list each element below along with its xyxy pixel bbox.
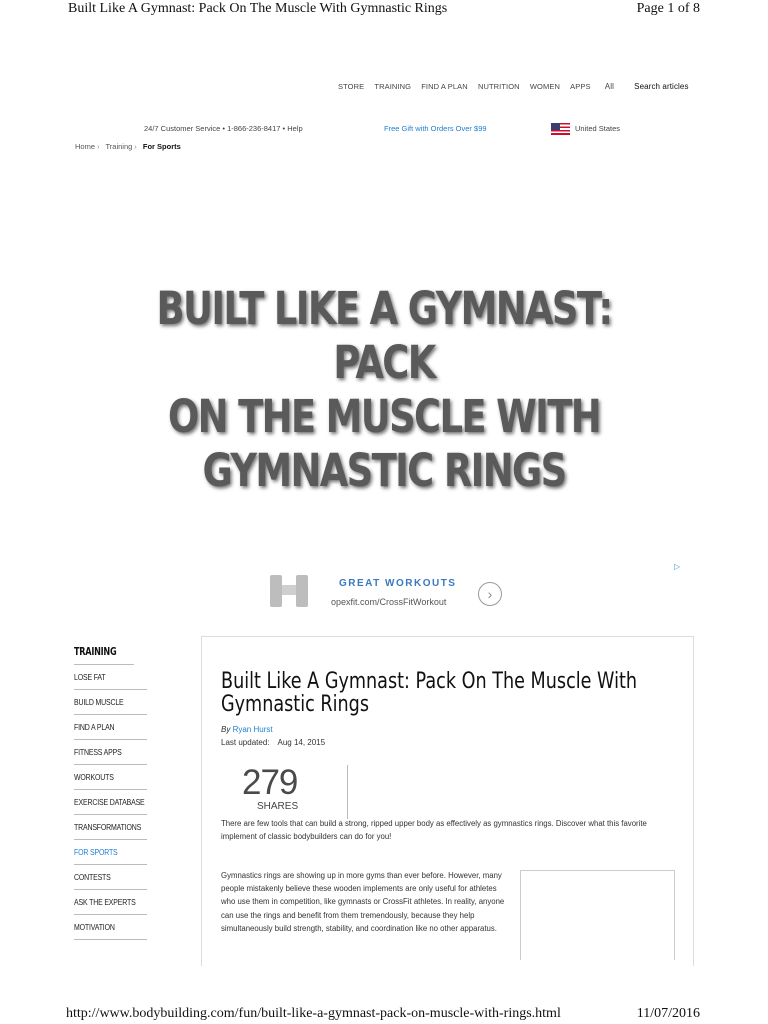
nav-nutrition[interactable]: NUTRITION — [477, 82, 520, 91]
sidebar-item-fitness-apps[interactable]: FITNESS APPS — [74, 740, 147, 765]
sidebar-item-workouts[interactable]: WORKOUTS — [74, 765, 147, 790]
sidebar-item-contests[interactable]: CONTESTS — [74, 865, 147, 890]
print-url: http://www.bodybuilding.com/fun/built-like-a-gymnast-pack-on-muscle-with-rings.html — [66, 1006, 561, 1021]
adchoices-icon[interactable]: ▷ — [674, 562, 681, 571]
ad-url: opexfit.com/CrossFitWorkout — [331, 597, 447, 607]
updated-label: Last updated: — [221, 738, 270, 747]
chevron-right-icon: › — [134, 142, 137, 151]
print-date: 11/07/2016 — [636, 1006, 700, 1021]
page-number: Page 1 of 8 — [636, 1, 700, 16]
article-intro: There are few tools that can build a strong, ripped upper body as effectively as gymnastics rings. Discover what this favorite implement of classic bodybuilders can do for you! — [221, 819, 647, 841]
sidebar-item-lose-fat[interactable]: LOSE FAT — [74, 665, 147, 690]
search-filter-select[interactable]: All — [604, 82, 614, 91]
nav-store[interactable]: STORE — [338, 82, 365, 91]
byline — [221, 725, 273, 734]
dumbbell-icon — [268, 571, 310, 611]
sidebar-item-build-muscle[interactable]: BUILD MUSCLE — [74, 690, 147, 715]
customer-service-text[interactable]: 24/7 Customer Service • 1-866-236-8417 • Help — [144, 124, 303, 133]
print-header — [0, 0, 768, 22]
breadcrumb-home[interactable]: Home — [75, 142, 96, 151]
us-flag-icon — [551, 123, 570, 135]
article-card — [201, 636, 694, 966]
print-title: Built Like A Gymnast: Pack On The Muscle With Gymnastic Rings — [68, 1, 448, 16]
sidebar-item-ask-the-experts[interactable]: ASK THE EXPERTS — [74, 890, 147, 915]
breadcrumb — [75, 142, 183, 151]
chevron-right-icon: › — [97, 142, 100, 151]
sidebar-item-for-sports[interactable]: FOR SPORTS — [74, 840, 147, 865]
nav-apps[interactable]: APPS — [570, 82, 591, 91]
sidebar-item-transformations[interactable]: TRANSFORMATIONS — [74, 815, 147, 840]
sidebar-item-find-a-plan[interactable]: FIND A PLAN — [74, 715, 147, 740]
country-selector[interactable] — [551, 123, 620, 135]
author-link[interactable]: Ryan Hurst — [232, 725, 273, 734]
share-count: 279 — [242, 763, 298, 802]
byline-prefix: By — [221, 725, 231, 734]
top-navigation — [338, 82, 697, 91]
search-input[interactable]: Search articles — [634, 82, 689, 91]
sidebar-item-motivation[interactable]: MOTIVATION — [74, 915, 147, 940]
ad-heading: GREAT WORKOUTS — [339, 578, 457, 589]
hero-title-line: BUILT LIKE A GYMNAST: PACK — [156, 282, 612, 389]
last-updated — [221, 738, 325, 747]
country-label: United States — [575, 123, 621, 133]
hero-title-line: GYMNASTIC RINGS — [202, 444, 566, 497]
article-body: Gymnastics rings are showing up in more gyms than ever before. However, many people mistakenly believe these wooden implements are only useful for athletes who use them in competition, like gymnasts or CrossFit athletes. In reality, anyone can use the rings and benefit from them tremendously, because they help simultaneously build strength, stability, and coordination like no other apparatus. — [221, 871, 505, 933]
hero-title — [151, 282, 617, 498]
article-title: Built Like A Gymnast: Pack On The Muscle With Gymnastic Rings — [221, 669, 638, 717]
sidebar-training-menu — [74, 640, 147, 940]
nav-women[interactable]: WOMEN — [529, 82, 560, 91]
promo-link[interactable]: Free Gift with Orders Over $99 — [384, 124, 487, 133]
breadcrumb-current: For Sports — [142, 142, 181, 151]
share-label: SHARES — [257, 801, 299, 812]
ad-banner[interactable] — [264, 562, 694, 617]
sidebar-item-exercise-database[interactable]: EXERCISE DATABASE — [74, 790, 147, 815]
share-counter — [242, 765, 348, 819]
media-placeholder — [520, 870, 675, 960]
updated-date: Aug 14, 2015 — [277, 738, 326, 747]
hero-title-line: ON THE MUSCLE WITH — [167, 390, 601, 443]
nav-training[interactable]: TRAINING — [374, 82, 412, 91]
breadcrumb-training[interactable]: Training — [105, 142, 133, 151]
ad-arrow-icon[interactable]: › — [478, 582, 502, 606]
nav-find-a-plan[interactable]: FIND A PLAN — [421, 82, 468, 91]
sidebar-heading: TRAINING — [74, 640, 134, 665]
